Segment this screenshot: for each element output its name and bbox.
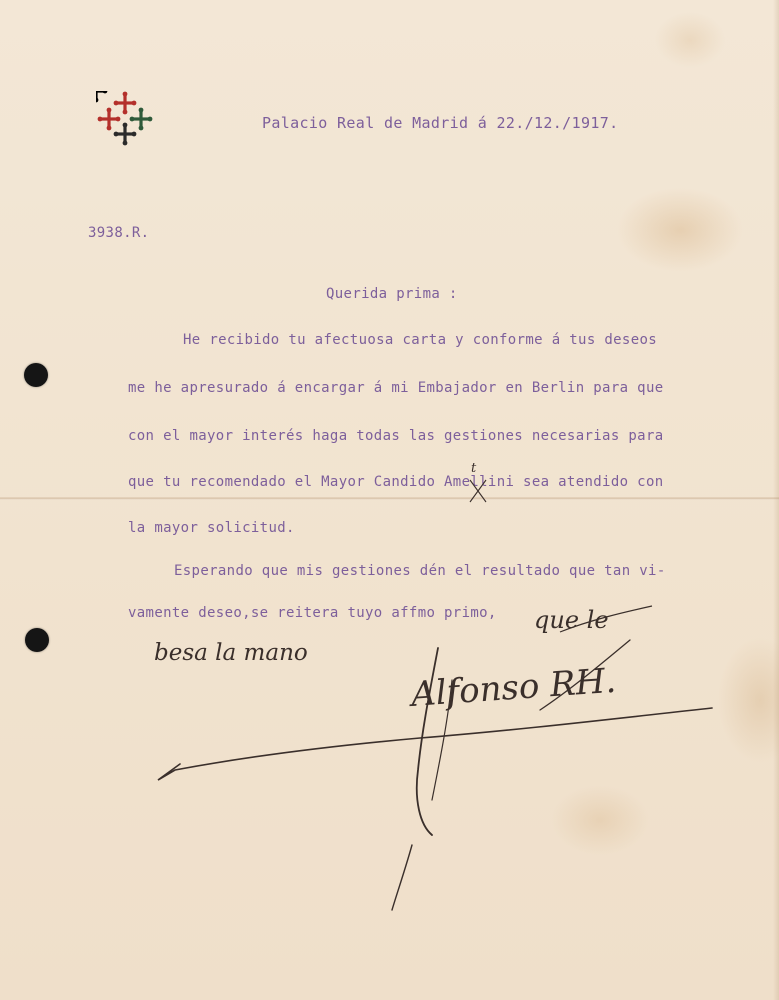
body-line: vamente deseo,se reitera tuyo affmo primo, [128,605,497,621]
handwritten-correction: t [471,461,477,476]
signature: Alfonso RH. [409,660,618,715]
body-line: Esperando que mis gestiones dén el resultado que tan vi- [174,563,666,579]
reference-number: 3938.R. [88,225,150,241]
correction-mark [470,480,486,502]
body-line: me he apresurado á encargar á mi Embajador en Berlin para que [128,380,664,396]
body-line: con el mayor interés haga todas las gestiones necesarias para [128,428,664,444]
letter-heading: Palacio Real de Madrid á 22./12./1917. [262,114,619,132]
handwritten-continuation: que le [534,606,609,634]
body-line: que tu recomendado el Mayor Candido Amellini sea atendido con [128,474,664,490]
handwritten-closing: besa la mano [154,640,308,666]
body-line: la mayor solicitud. [128,520,295,536]
body-line: He recibido tu afectuosa carta y conforme á tus deseos [183,332,658,348]
salutation: Querida prima : [326,286,458,302]
